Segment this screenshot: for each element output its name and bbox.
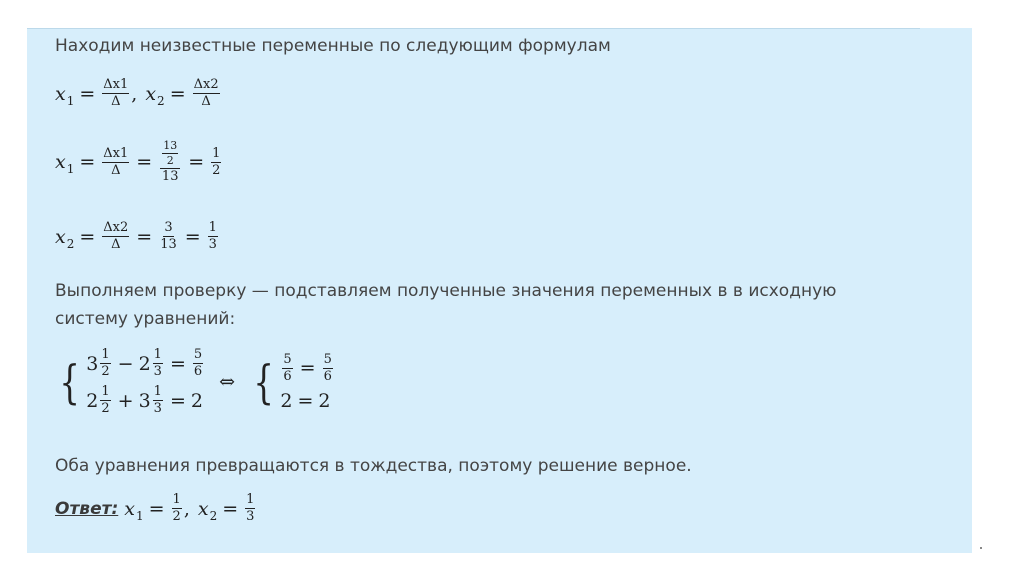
panel-top-border — [27, 28, 920, 29]
resulting-system: { $\frac{5}{6}$ = $\frac{5}{6}$ 2 = 2 — [249, 353, 335, 412]
answer-label: Ответ: — [55, 498, 119, 519]
system-equation-1: 3 $\frac{1}{2}$ − 2 $\frac{1}{3}$ = $\frac{5}{6}$ — [86, 347, 203, 379]
check-text-line-1: Выполняем проверку — подставляем полученные значения переменных в в исходную — [55, 281, 837, 301]
var-x2: $x_2$ — [55, 225, 75, 251]
original-system: { 3 $\frac{1}{2}$ − 2 $\frac{1}{3}$ = $\frac{5}{6}$ 2 $\frac{1}{2}$ + 3 $\frac{1}{3}$ = 2 — [55, 348, 205, 416]
content-panel — [27, 28, 972, 553]
var-x2: $x_2$ — [197, 497, 218, 523]
fraction-1-3: $\frac{1}{3}$ — [246, 492, 255, 524]
var-x1: $x_1$ — [55, 82, 75, 108]
formula-definitions: $x_1$ = $\frac{\Delta x1}{\Delta}$ , $x_2$ = $\frac{\Delta x2}{\Delta}$ — [55, 77, 219, 109]
fraction-1-2: $\frac{1}{2}$ — [212, 145, 221, 178]
identity-1: $\frac{5}{6}$ = $\frac{5}{6}$ — [283, 351, 332, 384]
fraction-dx1-over-d: $\frac{\Delta x1}{\Delta}$ — [103, 77, 129, 109]
fraction-dx2-over-d: $\frac{\Delta x2}{\Delta}$ — [193, 77, 219, 109]
fraction-13-2-over-13: $\frac{13}{2}$ 13 — [161, 139, 179, 184]
identity-2: 2 = 2 — [280, 389, 331, 412]
fraction-dx1-over-d: $\frac{\Delta x1}{\Delta}$ — [103, 145, 129, 178]
var-x2: $x_2$ — [145, 82, 165, 108]
x1-computation: $x_1$ = $\frac{\Delta x1}{\Delta}$ = $\frac{13}{2}$ 13 = $\frac{1}{2}$ — [55, 139, 221, 184]
answer-line: Ответ: $x_1$ = $\frac{1}{2}$ , $x_2$ = $\frac{1}{3}$ — [55, 492, 255, 524]
fraction-1-3: $\frac{1}{3}$ — [208, 220, 217, 252]
var-x1: $x_1$ — [124, 497, 144, 523]
intro-text: Находим неизвестные переменные по следующим формулам — [55, 36, 611, 56]
var-x1: $x_1$ — [55, 151, 75, 176]
equivalence-arrow: ⇔ — [219, 371, 236, 393]
fraction-3-13: $\frac{3}{13}$ — [160, 220, 177, 252]
fraction-1-2: $\frac{1}{2}$ — [172, 492, 181, 524]
verification-systems — [55, 348, 335, 416]
x2-computation: $x_2$ = $\frac{\Delta x2}{\Delta}$ = $\frac{3}{13}$ = $\frac{1}{3}$ — [55, 220, 217, 252]
identity-text: Оба уравнения превращаются в тождества, поэтому решение верное. — [55, 456, 692, 476]
decorative-dot — [980, 547, 982, 549]
system-equation-2: 2 $\frac{1}{2}$ + 3 $\frac{1}{3}$ = 2 — [86, 384, 203, 416]
fraction-dx2-over-d: $\frac{\Delta x2}{\Delta}$ — [103, 220, 129, 252]
check-text-line-2: систему уравнений: — [55, 309, 236, 329]
